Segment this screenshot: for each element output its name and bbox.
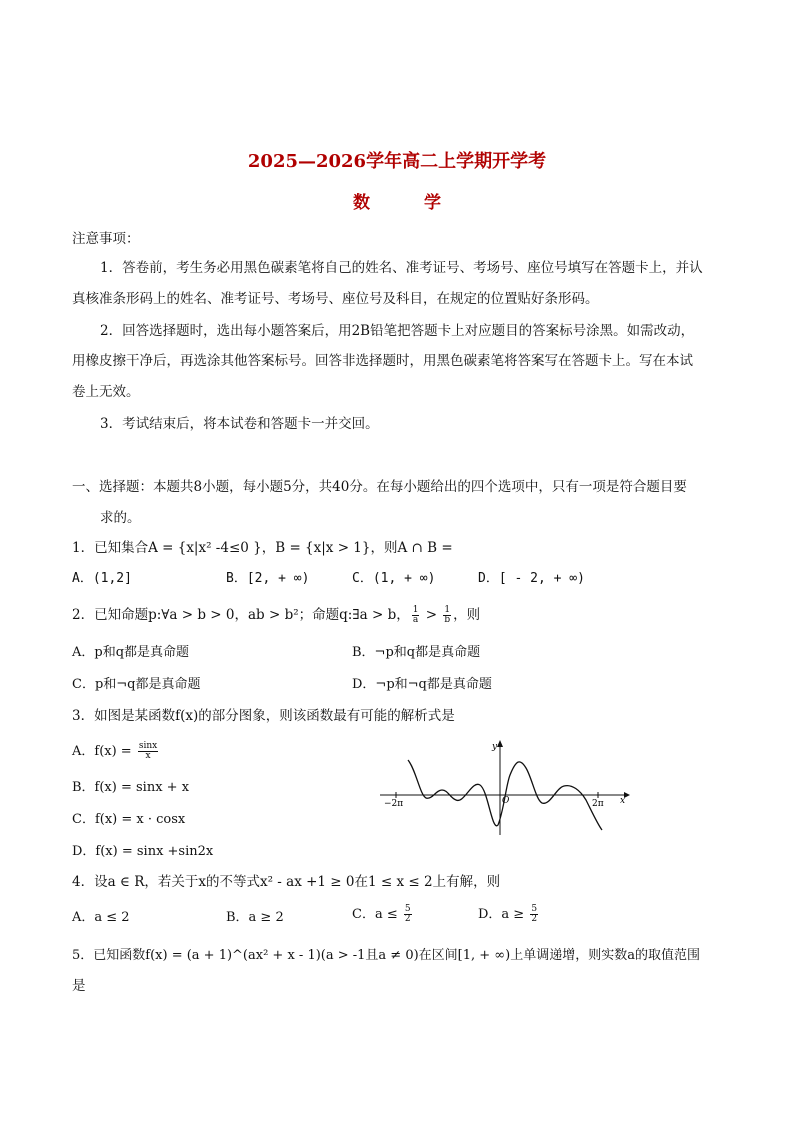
- question-2-stem-text: 2．已知命题p:∀a > b > 0，ab > b²；命题q:∃a > b，: [72, 607, 410, 623]
- notice-heading: 注意事项：: [72, 231, 140, 247]
- question-3-option-b: B．f(x) = sinx + x: [72, 780, 190, 795]
- fraction-numerator: 1: [444, 605, 451, 615]
- question-3-option-d: D．f(x) = sinx +sin2x: [72, 844, 214, 859]
- fraction-denominator: 2: [531, 914, 538, 924]
- fraction-numerator: 1: [412, 605, 419, 615]
- question-4-stem: 4．设a ∈ R，若关于x的不等式x² - ax +1 ≥ 0在1 ≤ x ≤ 2上有解，则: [72, 874, 501, 890]
- question-1-stem: 1．已知集合A = {x|x² -4≤0 }，B = {x|x > 1}，则A ∩ B =: [72, 540, 453, 556]
- option-a-prefix: A．f(x) =: [72, 744, 136, 759]
- notice-item-3: 3．考试结束后，将本试卷和答题卡一并交回。: [100, 416, 379, 432]
- option-d-prefix: D．a ≥: [478, 907, 529, 922]
- notice-item-1-line-1: 1．答卷前，考生务必用黑色碳素笔将自己的姓名、准考证号、考场号、座位号填写在答题卡上，并认: [100, 260, 703, 276]
- question-3-option-a: [72, 742, 160, 762]
- exam-subject: 数 学: [353, 193, 465, 213]
- notice-item-2-line-1: 2．回答选择题时，选出每小题答案后，用2B铅笔把答题卡上对应题目的答案标号涂黑。如需改动，: [100, 323, 695, 339]
- question-4-option-b: B．a ≥ 2: [226, 910, 284, 925]
- question-1-option-a: A．(1,2]: [72, 571, 132, 586]
- question-2-fraction-2: [443, 606, 451, 625]
- section-1-heading-cont: 求的。: [100, 510, 141, 526]
- question-4-option-a: A．a ≤ 2: [72, 910, 130, 925]
- question-1-option-c: C．(1, + ∞): [352, 571, 436, 586]
- notice-item-1-line-2: 真核准条形码上的姓名、准考证号、考场号、座位号及科目，在规定的位置贴好条形码。: [72, 291, 599, 307]
- question-2-fraction-1: [412, 606, 420, 625]
- fraction-denominator: x: [145, 751, 151, 761]
- option-d-fraction: [530, 905, 538, 924]
- fraction-numerator: sinx: [138, 741, 158, 751]
- notice-item-2-line-3: 卷上无效。: [72, 384, 140, 400]
- question-2-option-b: B．¬p和q都是真命题: [352, 645, 481, 660]
- fraction-numerator: 5: [404, 904, 411, 914]
- question-5-stem: 5．已知函数f(x) = (a + 1)^(ax² + x - 1)(a > -1且a ≠ 0)在区间[1, + ∞)上单调递增，则实数a的取值范围: [72, 948, 700, 963]
- section-1-heading: 一、选择题：本题共8小题，每小题5分，共40分。在每小题给出的四个选项中，只有一项是符合题目要: [72, 479, 687, 495]
- question-2-option-d: D．¬p和¬q都是真命题: [352, 677, 492, 692]
- question-1-option-b: B．[2, + ∞): [226, 571, 310, 586]
- question-4-option-c: [352, 905, 414, 925]
- question-2-stem: [72, 605, 732, 625]
- function-graph: [380, 740, 630, 840]
- question-2-comparator: >: [421, 607, 442, 623]
- exam-title: 2025—2026学年高二上学期开学考: [247, 151, 547, 172]
- question-2-stem-end: ，则: [453, 607, 481, 623]
- fraction-numerator: 5: [531, 904, 538, 914]
- left-tick-label: −2π: [384, 799, 404, 809]
- origin-label: O: [502, 796, 510, 806]
- y-axis-label: y: [492, 742, 498, 752]
- option-c-fraction: [404, 905, 412, 924]
- right-tick-label: 2π: [592, 799, 604, 809]
- notice-item-2-line-2: 用橡皮擦干净后，再选涂其他答案标号。回答非选择题时，用黑色碳素笔将答案写在答题卡上。写在本试: [72, 353, 693, 369]
- question-1-option-d: D．[ - 2, + ∞): [478, 571, 585, 586]
- fraction-denominator: b: [444, 615, 451, 625]
- question-3-option-c: C．f(x) = x · cosx: [72, 812, 186, 827]
- option-c-prefix: C．a ≤: [352, 907, 402, 922]
- question-5-stem-cont: 是: [72, 978, 86, 994]
- option-a-fraction: [138, 742, 158, 761]
- fraction-denominator: 2: [404, 914, 411, 924]
- y-axis-arrow: [497, 740, 503, 747]
- x-axis-label: x: [620, 796, 626, 806]
- fraction-denominator: a: [412, 615, 419, 625]
- question-3-stem: 3．如图是某函数f(x)的部分图象，则该函数最有可能的解析式是: [72, 708, 455, 724]
- question-2-option-c: C．p和¬q都是真命题: [72, 677, 201, 692]
- question-4-option-d: [478, 905, 540, 925]
- question-2-option-a: A．p和q都是真命题: [72, 645, 190, 660]
